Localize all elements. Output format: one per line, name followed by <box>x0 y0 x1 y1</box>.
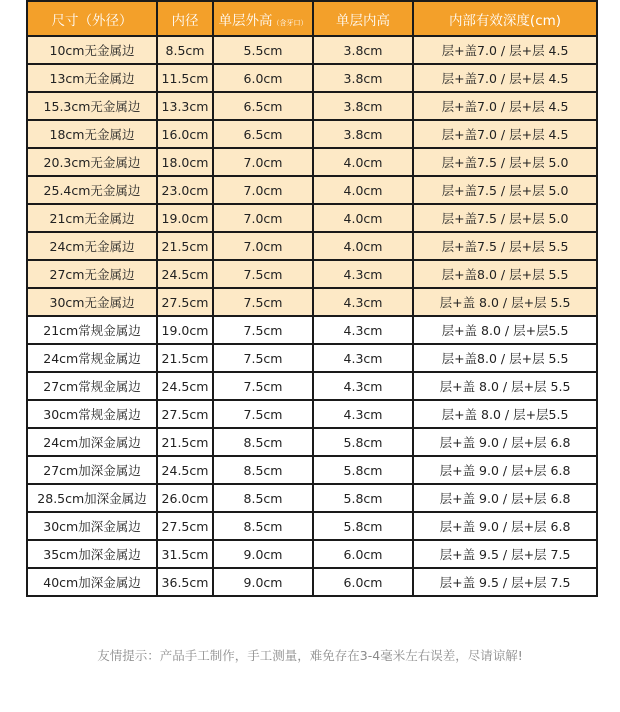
cell-size: 30cm加深金属边 <box>27 512 157 540</box>
header-outer-height-label: 单层外高 <box>218 12 273 29</box>
cell-inner-diameter: 36.5cm <box>157 568 213 596</box>
cell-depth: 层+盖 9.0 / 层+层 6.8 <box>413 456 597 484</box>
table-row <box>27 288 597 316</box>
cell-depth: 层+盖 8.0 / 层+层5.5 <box>413 400 597 428</box>
cell-size: 20.3cm无金属边 <box>27 148 157 176</box>
cell-inner-diameter: 23.0cm <box>157 176 213 204</box>
cell-inner-diameter: 26.0cm <box>157 484 213 512</box>
cell-inner-height: 3.8cm <box>313 92 413 120</box>
cell-size: 30cm常规金属边 <box>27 400 157 428</box>
cell-size: 15.3cm无金属边 <box>27 92 157 120</box>
cell-outer-height: 7.5cm <box>213 344 313 372</box>
table-row <box>27 428 597 456</box>
footnote: 友情提示：产品手工制作，手工测量，难免存在3-4毫米左右误差，尽请谅解! <box>97 648 523 663</box>
header-outer-height <box>213 1 313 36</box>
table-row <box>27 64 597 92</box>
cell-inner-diameter: 27.5cm <box>157 400 213 428</box>
cell-inner-height: 4.3cm <box>313 344 413 372</box>
cell-inner-height: 4.3cm <box>313 316 413 344</box>
cell-size: 13cm无金属边 <box>27 64 157 92</box>
header-inner-diameter: 内径 <box>157 1 213 36</box>
cell-depth: 层+盖8.0 / 层+层 5.5 <box>413 260 597 288</box>
cell-inner-height: 4.0cm <box>313 148 413 176</box>
cell-outer-height: 7.5cm <box>213 316 313 344</box>
cell-inner-diameter: 24.5cm <box>157 372 213 400</box>
cell-outer-height: 7.0cm <box>213 176 313 204</box>
cell-outer-height: 7.5cm <box>213 372 313 400</box>
cell-size: 35cm加深金属边 <box>27 540 157 568</box>
cell-inner-diameter: 19.0cm <box>157 204 213 232</box>
cell-inner-diameter: 24.5cm <box>157 456 213 484</box>
cell-inner-diameter: 16.0cm <box>157 120 213 148</box>
table-row <box>27 372 597 400</box>
cell-inner-diameter: 18.0cm <box>157 148 213 176</box>
cell-outer-height: 7.5cm <box>213 288 313 316</box>
cell-inner-diameter: 24.5cm <box>157 260 213 288</box>
cell-inner-height: 6.0cm <box>313 568 413 596</box>
cell-depth: 层+盖 9.0 / 层+层 6.8 <box>413 484 597 512</box>
table-body <box>27 36 597 596</box>
cell-outer-height: 7.0cm <box>213 204 313 232</box>
cell-outer-height: 9.0cm <box>213 540 313 568</box>
cell-inner-height: 4.0cm <box>313 176 413 204</box>
cell-size: 30cm无金属边 <box>27 288 157 316</box>
header-inner-height: 单层内高 <box>313 1 413 36</box>
cell-inner-height: 4.3cm <box>313 260 413 288</box>
cell-inner-diameter: 27.5cm <box>157 512 213 540</box>
table-row <box>27 120 597 148</box>
table-row <box>27 456 597 484</box>
cell-inner-height: 5.8cm <box>313 456 413 484</box>
table-row <box>27 512 597 540</box>
cell-inner-diameter: 21.5cm <box>157 344 213 372</box>
cell-inner-diameter: 27.5cm <box>157 288 213 316</box>
cell-size: 21cm无金属边 <box>27 204 157 232</box>
cell-size: 18cm无金属边 <box>27 120 157 148</box>
cell-outer-height: 7.0cm <box>213 148 313 176</box>
cell-size: 27cm无金属边 <box>27 260 157 288</box>
table-row <box>27 92 597 120</box>
table-row <box>27 232 597 260</box>
cell-outer-height: 8.5cm <box>213 428 313 456</box>
table-row <box>27 204 597 232</box>
cell-size: 28.5cm加深金属边 <box>27 484 157 512</box>
cell-outer-height: 7.5cm <box>213 260 313 288</box>
cell-size: 25.4cm无金属边 <box>27 176 157 204</box>
cell-outer-height: 7.5cm <box>213 400 313 428</box>
table-row <box>27 568 597 596</box>
cell-outer-height: 9.0cm <box>213 568 313 596</box>
cell-inner-height: 4.0cm <box>313 232 413 260</box>
cell-inner-height: 4.3cm <box>313 372 413 400</box>
cell-depth: 层+盖 8.0 / 层+层 5.5 <box>413 288 597 316</box>
header-depth: 内部有效深度(cm) <box>413 1 597 36</box>
cell-inner-diameter: 19.0cm <box>157 316 213 344</box>
cell-depth: 层+盖7.0 / 层+层 4.5 <box>413 36 597 64</box>
cell-depth: 层+盖7.0 / 层+层 4.5 <box>413 92 597 120</box>
cell-outer-height: 5.5cm <box>213 36 313 64</box>
cell-depth: 层+盖7.0 / 层+层 4.5 <box>413 64 597 92</box>
cell-inner-height: 5.8cm <box>313 428 413 456</box>
cell-inner-height: 3.8cm <box>313 64 413 92</box>
cell-depth: 层+盖7.0 / 层+层 4.5 <box>413 120 597 148</box>
cell-depth: 层+盖7.5 / 层+层 5.5 <box>413 232 597 260</box>
cell-size: 10cm无金属边 <box>27 36 157 64</box>
cell-inner-diameter: 31.5cm <box>157 540 213 568</box>
cell-inner-diameter: 21.5cm <box>157 232 213 260</box>
cell-size: 40cm加深金属边 <box>27 568 157 596</box>
cell-inner-height: 4.3cm <box>313 288 413 316</box>
cell-outer-height: 7.0cm <box>213 232 313 260</box>
table-row <box>27 344 597 372</box>
header-size: 尺寸（外径） <box>27 1 157 36</box>
cell-inner-diameter: 13.3cm <box>157 92 213 120</box>
cell-size: 24cm常规金属边 <box>27 344 157 372</box>
cell-size: 24cm加深金属边 <box>27 428 157 456</box>
cell-depth: 层+盖 8.0 / 层+层 5.5 <box>413 372 597 400</box>
cell-outer-height: 8.5cm <box>213 484 313 512</box>
cell-depth: 层+盖 9.5 / 层+层 7.5 <box>413 568 597 596</box>
cell-size: 27cm常规金属边 <box>27 372 157 400</box>
cell-outer-height: 6.0cm <box>213 64 313 92</box>
cell-inner-height: 6.0cm <box>313 540 413 568</box>
cell-depth: 层+盖 8.0 / 层+层5.5 <box>413 316 597 344</box>
cell-depth: 层+盖7.5 / 层+层 5.0 <box>413 204 597 232</box>
cell-depth: 层+盖7.5 / 层+层 5.0 <box>413 148 597 176</box>
table-row <box>27 484 597 512</box>
cell-outer-height: 8.5cm <box>213 512 313 540</box>
table-row <box>27 148 597 176</box>
table-row <box>27 316 597 344</box>
cell-inner-height: 4.3cm <box>313 400 413 428</box>
cell-inner-height: 5.8cm <box>313 484 413 512</box>
table-row <box>27 540 597 568</box>
cell-inner-height: 5.8cm <box>313 512 413 540</box>
cell-inner-diameter: 11.5cm <box>157 64 213 92</box>
size-spec-table <box>26 0 598 597</box>
cell-depth: 层+盖 9.5 / 层+层 7.5 <box>413 540 597 568</box>
cell-inner-height: 3.8cm <box>313 36 413 64</box>
cell-inner-diameter: 21.5cm <box>157 428 213 456</box>
cell-inner-height: 3.8cm <box>313 120 413 148</box>
cell-size: 21cm常规金属边 <box>27 316 157 344</box>
cell-depth: 层+盖7.5 / 层+层 5.0 <box>413 176 597 204</box>
cell-size: 27cm加深金属边 <box>27 456 157 484</box>
cell-inner-height: 4.0cm <box>313 204 413 232</box>
cell-inner-diameter: 8.5cm <box>157 36 213 64</box>
table-row <box>27 176 597 204</box>
cell-size: 24cm无金属边 <box>27 232 157 260</box>
cell-outer-height: 6.5cm <box>213 92 313 120</box>
table-row <box>27 36 597 64</box>
table-row <box>27 260 597 288</box>
cell-outer-height: 6.5cm <box>213 120 313 148</box>
table-row <box>27 400 597 428</box>
cell-depth: 层+盖 9.0 / 层+层 6.8 <box>413 428 597 456</box>
header-outer-height-note: （含牙口） <box>272 18 308 27</box>
cell-depth: 层+盖 9.0 / 层+层 6.8 <box>413 512 597 540</box>
cell-outer-height: 8.5cm <box>213 456 313 484</box>
cell-depth: 层+盖8.0 / 层+层 5.5 <box>413 344 597 372</box>
table-header-row <box>27 1 597 36</box>
